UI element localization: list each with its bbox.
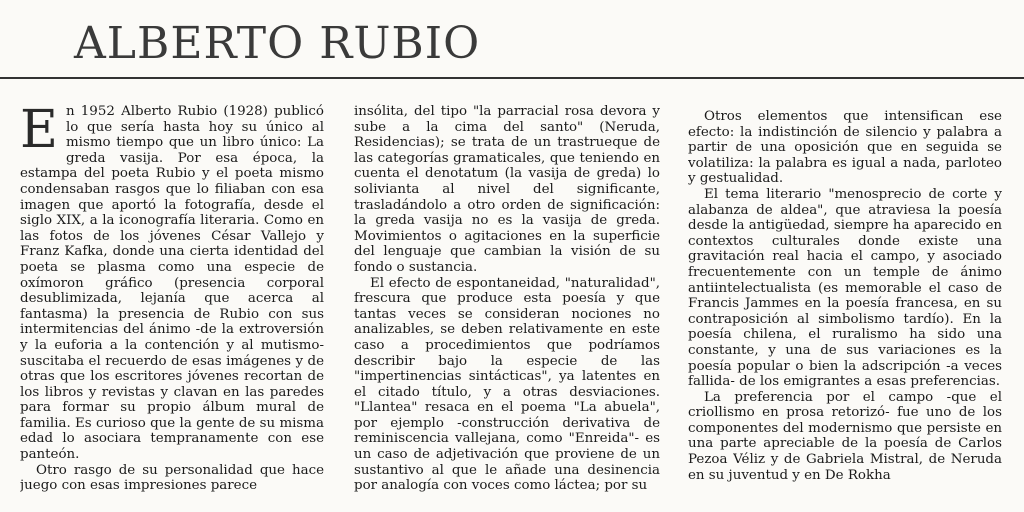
column-1 bbox=[20, 104, 324, 512]
paragraph: La preferencia por el campo -que el criollismo en prosa retorizó- fue uno de los componentes del modernismo que persiste en una parte apreciable de la poesía de Carlos Pezoa Véliz y de Gabriela Mistral, de Neruda en su juventud y en De Rokha bbox=[688, 389, 1002, 483]
article-title: ALBERTO RUBIO bbox=[74, 18, 481, 69]
column-3 bbox=[688, 109, 1002, 512]
paragraph-text: n 1952 Alberto Rubio (1928) publicó lo que sería hasta hoy su único al mismo tiempo que un libro único: La greda vasija. Por esa época, la estampa del poeta Rubio y el poeta mismo condensaban rasgos que lo filiaban con esa imagen que aportó la fotografía, desde el siglo XIX, a la iconografía literaria. Como en las fotos de los jóvenes César Vallejo y Franz Kafka, donde una cierta identidad del poeta se plasma como una especie de oxímoron gráfico (presencia corporal desublimizada, lejanía que acerca al fantasma) la presencia de Rubio con sus intermitencias del ánimo -de la extroversión y la euforia a la contención y al mutismo- suscitaba el recuerdo de esas imágenes y de otras que los escritores jóvenes recortan de los libros y revistas y clavan en las paredes para formar su propio álbum mural de familia. Es curioso que la gente de su misma edad lo asociara tempranamente con ese panteón. bbox=[20, 104, 324, 463]
paragraph: Otro rasgo de su personalidad que hace juego con esas impresiones parece bbox=[20, 462, 324, 494]
paragraph: El efecto de espontaneidad, "naturalidad", frescura que produce esta poesía y que tantas veces se consideran nociones no analizables, se deben relativamente en este caso a procedimientos que podríamos describir bajo la especie de las "impertinencias sintácticas", ya latentes en el citado título, y a otras desviaciones. "Llantea" resaca en el poema "La abuela", por ejemplo -construcción derivativa de reminiscencia vallejana, como "Enreida"- es un caso de adjetivación que proviene de un sustantivo al que le añade una desinencia por analogía con voces como láctea; por su bbox=[354, 275, 660, 494]
paragraph: El tema literario "menosprecio de corte y alabanza de aldea", que atraviesa la poesía desde la antigüedad, siempre ha aparecido en contextos culturales donde existe una gravitación real hacia el campo, y asociado frecuentemente con un temple de ánimo antiintelectualista (es memorable el caso de Francis Jammes en la poesía francesa, en su contraposición al simbolismo tardío). En la poesía chilena, el ruralismo ha sido una constante, y una de sus variaciones es la poesía popular o bien la adscripción -a veces fallida- de los emigrantes a esas preferencias. bbox=[688, 186, 1002, 390]
column-2 bbox=[354, 104, 660, 512]
paragraph bbox=[20, 104, 324, 463]
paragraph: insólita, del tipo "la parracial rosa devora y sube a la cima del santo" (Neruda, Residencias); se trata de un trastrueque de las categorías gramaticales, que teniendo en cuenta el denotatum (la vasija de greda) lo solivianta al nivel del significante, trasladándolo a otro orden de significación: la greda vasija no es la vasija de greda. Movimientos o agitaciones en la superficie del lenguaje que cambian la visión de su fondo o sustancia. bbox=[354, 104, 660, 275]
title-rule bbox=[0, 77, 1024, 79]
paragraph: Otros elementos que intensifican ese efecto: la indistinción de silencio y palabra a partir de una oposición que en seguida se volatiliza: la palabra es igual a nada, parloteo y gestualidad. bbox=[688, 109, 1002, 187]
drop-cap: E bbox=[20, 104, 58, 160]
